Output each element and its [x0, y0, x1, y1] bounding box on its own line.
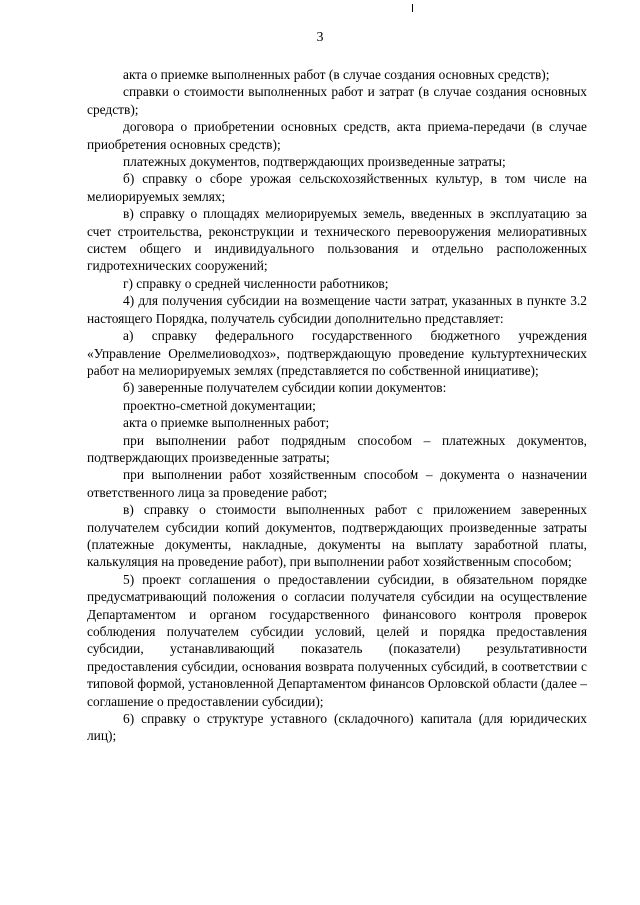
page-number: 3	[316, 30, 324, 45]
paragraph: в) справку о стоимости выполненных работ с приложением заверенных получателем субсидии копий документов, подтверждающих произведенные затраты (платежные документы, накладные, документы на выплату заработной платы, калькуляция на проведение работ), при выполнении работ хозяйственным способом;	[87, 502, 587, 570]
paragraph: а) справку федерального государственного бюджетного учреждения «Управление Орелмелиоводхоз», подтверждающую проведение культуртехнических работ на мелиорируемых землях (представляется по собственной инициативе);	[87, 328, 587, 378]
paragraph: 5) проект соглашения о предоставлении субсидии, в обязательном порядке предусматривающий положения о согласии получателя субсидии на осуществление Департаментом и органом государственного финансового контроля проверок соблюдения получателем субсидии условий, целей и порядка предоставления субсидии, устанавливающий показатель (показатели) результативности предоставления субсидии, основания возврата полученных субсидий, в соответствии с типовой формой, установленной Департаментом финансов Орловской области (далее – соглашение о предоставлении субсидии);	[87, 571, 587, 709]
paragraph: б) заверенные получателем субсидии копии документов:	[123, 380, 447, 396]
scan-mark	[412, 4, 413, 12]
paragraph: договора о приобретении основных средств, акта приема-передачи (в случае приобретения основных средств);	[87, 119, 587, 152]
paragraph: б) справку о сборе урожая сельскохозяйственных культур, в том числе на мелиорируемых землях;	[87, 171, 587, 204]
paragraph: платежных документов, подтверждающих произведенные затраты;	[123, 154, 506, 170]
paragraph: акта о приемке выполненных работ (в случае создания основных средств);	[123, 67, 550, 82]
paragraph: г) справку о средней численности работников;	[123, 275, 389, 291]
paragraph: 4) для получения субсидии на возмещение части затрат, указанных в пункте 3.2 настоящего Порядка, получатель субсидии дополнительно представляет:	[87, 293, 587, 326]
paragraph: при выполнении работ подрядным способом – платежных документов, подтверждающих произведенные затраты;	[87, 432, 587, 465]
paragraph: проектно-сметной документации;	[123, 397, 316, 413]
document-body	[87, 66, 587, 745]
paragraph: справки о стоимости выполненных работ и затрат (в случае создания основных средств);	[87, 84, 587, 117]
paragraph: в) справку о площадях мелиорируемых земель, введенных в эксплуатацию за счет строительства, реконструкции и технического перевооружения мелиоративных систем общего и индивидуального пользования и отдельно расположенных гидротехнических сооружений;	[87, 206, 587, 274]
paragraph: акта о приемке выполненных работ;	[123, 415, 330, 431]
paragraph: при выполнении работ хозяйственным способом – документа о назначении ответственного лица за проведение работ;	[87, 467, 587, 500]
paragraph: 6) справку о структуре уставного (складочного) капитала (для юридических лиц);	[87, 711, 587, 744]
